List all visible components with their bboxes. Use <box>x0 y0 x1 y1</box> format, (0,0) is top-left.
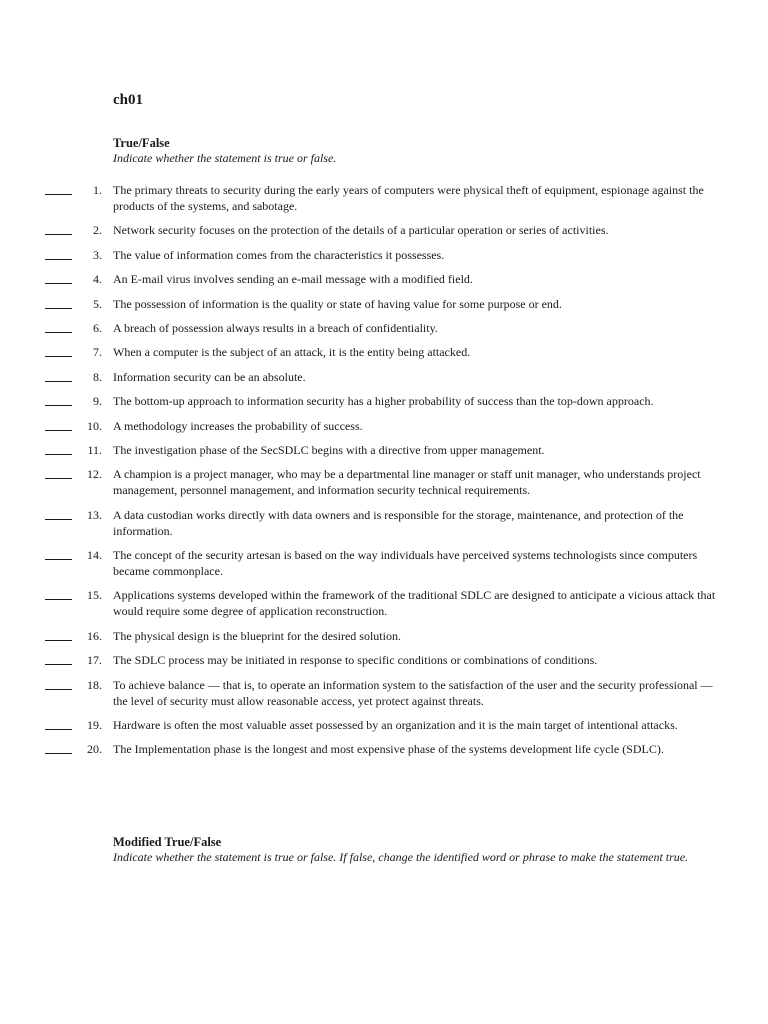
question-number: 12. <box>87 467 102 482</box>
section-heading: Modified True/False <box>113 835 222 849</box>
question-number: 15. <box>87 588 102 603</box>
question-number: 16. <box>87 628 102 643</box>
section-modified-true-false <box>113 834 723 866</box>
question-list <box>0 182 768 766</box>
question-text: The SDLC process may be initiated in response to specific conditions or combinations of conditions. <box>113 653 598 668</box>
question-number: 20. <box>87 742 102 757</box>
answer-blank[interactable] <box>45 182 72 195</box>
question-item <box>0 717 768 733</box>
answer-blank[interactable] <box>45 369 72 382</box>
question-item <box>0 587 768 619</box>
answer-blank[interactable] <box>45 393 72 406</box>
answer-blank[interactable] <box>45 741 72 754</box>
question-text: The Implementation phase is the longest and most expensive phase of the systems development life cycle (SDLC). <box>113 742 664 757</box>
question-number: 14. <box>87 548 102 563</box>
question-item <box>0 247 768 263</box>
answer-blank[interactable] <box>45 320 72 333</box>
question-number: 11. <box>87 442 102 457</box>
section-true-false <box>113 135 723 167</box>
question-text: A breach of possession always results in a breach of confidentiality. <box>113 320 438 335</box>
answer-blank[interactable] <box>45 677 72 690</box>
section-instructions: Indicate whether the statement is true or false. If false, change the identified word or phrase to make the statement true. <box>113 850 689 864</box>
question-text: The primary threats to security during the early years of computers were physical theft of equipment, espionage against the products of the systems, and sabotage. <box>113 183 704 213</box>
question-text: Network security focuses on the protection of the details of a particular operation or series of activities. <box>113 223 609 238</box>
question-item <box>0 442 768 458</box>
answer-blank[interactable] <box>45 547 72 560</box>
question-text: A methodology increases the probability of success. <box>113 418 363 433</box>
question-text: Applications systems developed within the framework of the traditional SDLC are designed to anticipate a vicious attack that would require some degree of application reconstruction. <box>113 588 716 619</box>
question-item <box>0 547 768 579</box>
answer-blank[interactable] <box>45 222 72 235</box>
question-text: A data custodian works directly with data owners and is responsible for the storage, maintenance, and protection of the information. <box>113 507 684 538</box>
question-text: Hardware is often the most valuable asset possessed by an organization and it is the main target of intentional attacks. <box>113 718 678 733</box>
answer-blank[interactable] <box>45 628 72 641</box>
answer-blank[interactable] <box>45 344 72 357</box>
question-item <box>0 222 768 238</box>
question-text: The physical design is the blueprint for the desired solution. <box>113 628 401 643</box>
question-item <box>0 182 768 214</box>
answer-blank[interactable] <box>45 507 72 520</box>
question-item <box>0 628 768 644</box>
answer-blank[interactable] <box>45 271 72 284</box>
question-text: The possession of information is the quality or state of having value for some purpose or end. <box>113 296 562 311</box>
question-item <box>0 369 768 385</box>
question-item <box>0 507 768 539</box>
question-number: 8. <box>93 369 102 384</box>
question-number: 2. <box>93 223 102 238</box>
question-item <box>0 466 768 498</box>
answer-blank[interactable] <box>45 587 72 600</box>
section-heading: True/False <box>113 136 170 150</box>
question-number: 3. <box>93 247 102 262</box>
question-text: The concept of the security artesan is based on the way individuals have perceived systems technologists since computers became commonplace. <box>113 548 698 579</box>
answer-blank[interactable] <box>45 717 72 730</box>
question-text: The bottom-up approach to information security has a higher probability of success than the top-down approach. <box>113 394 654 409</box>
question-number: 5. <box>93 296 102 311</box>
question-text: The value of information comes from the characteristics it possesses. <box>113 247 445 262</box>
question-number: 19. <box>87 718 102 733</box>
question-item <box>0 296 768 312</box>
answer-blank[interactable] <box>45 247 72 260</box>
question-text: The investigation phase of the SecSDLC begins with a directive from upper management. <box>113 442 545 457</box>
question-number: 10. <box>87 418 102 433</box>
question-item <box>0 652 768 668</box>
answer-blank[interactable] <box>45 466 72 479</box>
question-number: 6. <box>93 320 102 335</box>
question-number: 9. <box>93 394 102 409</box>
question-text: To achieve balance — that is, to operate an information system to the satisfaction of the user and the security professional — the level of security must allow reasonable access, yet protect against threats. <box>113 677 713 708</box>
question-item <box>0 741 768 757</box>
document-title: ch01 <box>113 92 143 108</box>
question-item <box>0 344 768 360</box>
question-text: When a computer is the subject of an attack, it is the entity being attacked. <box>113 345 471 360</box>
question-number: 17. <box>87 653 102 668</box>
answer-blank[interactable] <box>45 296 72 309</box>
question-number: 1. <box>93 183 102 197</box>
answer-blank[interactable] <box>45 442 72 455</box>
question-item <box>0 418 768 434</box>
question-item <box>0 393 768 409</box>
question-item <box>0 320 768 336</box>
question-number: 13. <box>87 507 102 522</box>
question-number: 18. <box>87 677 102 692</box>
question-number: 4. <box>93 272 102 287</box>
question-text: A champion is a project manager, who may be a departmental line manager or staff unit manager, who understands project management, personnel management, and information security technical requirements. <box>113 467 701 498</box>
question-item <box>0 271 768 287</box>
question-text: An E-mail virus involves sending an e-mail message with a modified field. <box>113 272 473 287</box>
question-number: 7. <box>93 345 102 360</box>
question-item <box>0 677 768 709</box>
answer-blank[interactable] <box>45 652 72 665</box>
answer-blank[interactable] <box>45 418 72 431</box>
section-instructions: Indicate whether the statement is true or false. <box>113 151 337 165</box>
question-text: Information security can be an absolute. <box>113 369 306 384</box>
